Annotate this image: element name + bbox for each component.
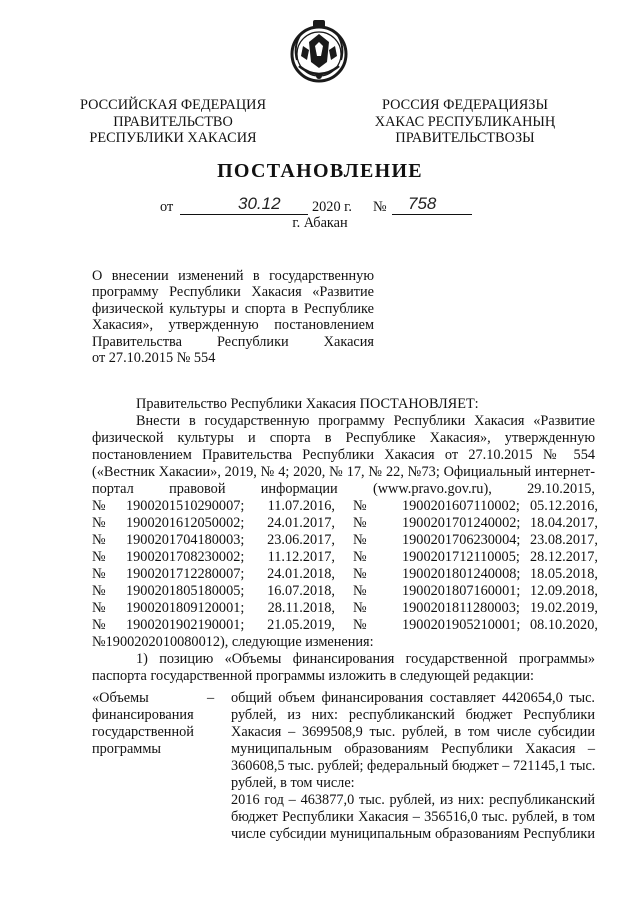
- date-year: 2020 г.: [312, 199, 352, 215]
- pub-cell: 1900201708230002;: [126, 549, 245, 565]
- body-line: портал правовой информации (www.pravo.gov.ru), 29.10.2015,: [92, 481, 595, 497]
- subject-line: Хакасия», утвержденную постановлением: [92, 317, 374, 334]
- pub-cell: №: [92, 549, 106, 565]
- subject-line: программу Республики Хакасия «Развитие: [92, 284, 374, 301]
- pub-cell: 08.10.2020,: [530, 617, 598, 633]
- number-handwritten: 758: [408, 194, 437, 213]
- pub-cell: 18.05.2018,: [530, 566, 598, 582]
- pub-cell: 11.07.2016,: [267, 498, 335, 514]
- pub-cell: 1900201811280003;: [402, 600, 520, 616]
- body-line: постановлением Правительства Республики Хакасия от 27.10.2015 № 554: [92, 447, 595, 463]
- header-left-line: ПРАВИТЕЛЬСТВО: [113, 113, 233, 130]
- pub-cell: 1900201905210001;: [402, 617, 521, 633]
- body-line: («Вестник Хакасии», 2019, № 4; 2020, № 17, № 22, №73; Официальный интернет-: [92, 464, 595, 480]
- publication-row: [92, 566, 598, 583]
- pub-cell: №: [92, 532, 106, 548]
- pub-cell: 1900201902190001;: [126, 617, 245, 633]
- publication-list: [92, 498, 598, 634]
- subject-line: от 27.10.2015 № 554: [92, 350, 216, 367]
- financing-value-line: 2016 год – 463877,0 тыс. рублей, из них: республиканский: [231, 792, 595, 808]
- pub-cell: №: [92, 617, 106, 633]
- pub-cell: 1900201801240008;: [402, 566, 521, 582]
- pub-cell: 1900201712110005;: [402, 549, 520, 565]
- after-publications-line: №1900202010080012), следующие изменения:: [92, 634, 374, 650]
- pub-cell: №: [92, 600, 106, 616]
- coat-of-arms-icon: [285, 16, 353, 88]
- pub-cell: 23.06.2017,: [267, 532, 335, 548]
- header-left-line: РОССИЙСКАЯ ФЕДЕРАЦИЯ: [80, 97, 266, 113]
- header-right: [360, 97, 570, 147]
- pub-cell: 11.12.2017,: [267, 549, 335, 565]
- publication-row: [92, 583, 598, 600]
- item1-line: паспорта государственной программы изложить в следующей редакции:: [92, 668, 535, 684]
- pub-cell: 1900201704180003;: [126, 532, 245, 548]
- pub-cell: 1900201807160001;: [402, 583, 521, 599]
- pub-cell: 1900201809120001;: [126, 600, 245, 616]
- number-label: №: [373, 199, 387, 215]
- financing-label-line: «Объемы: [92, 690, 149, 706]
- pub-cell: 1900201510290007;: [126, 498, 245, 514]
- pub-cell: №: [353, 515, 367, 531]
- pub-cell: 18.04.2017,: [530, 515, 598, 531]
- pub-cell: №: [353, 617, 367, 633]
- header-left-line: РЕСПУБЛИКИ ХАКАСИЯ: [89, 130, 257, 146]
- financing-value-line: 360608,5 тыс. рублей; федеральный бюджет – 721145,1 тыс.: [231, 758, 596, 774]
- pub-cell: №: [353, 549, 367, 565]
- financing-label-line: государственной: [92, 724, 194, 740]
- subject-line: О внесении изменений в государственную: [92, 268, 374, 284]
- financing-value-line: рублей, в том числе:: [231, 775, 355, 791]
- pub-cell: 21.05.2019,: [267, 617, 335, 633]
- pub-cell: 12.09.2018,: [530, 583, 598, 599]
- publication-row: [92, 498, 598, 515]
- pub-cell: 1900201805180005;: [126, 583, 245, 599]
- header-left: [68, 97, 278, 147]
- document-title: ПОСТАНОВЛЕНИЕ: [217, 160, 423, 182]
- financing-label-line: программы: [92, 741, 162, 757]
- pub-cell: 23.08.2017,: [530, 532, 598, 548]
- pub-cell: №: [353, 583, 367, 599]
- pub-cell: №: [92, 515, 106, 531]
- pub-cell: №: [353, 600, 367, 616]
- publication-row: [92, 515, 598, 532]
- body-line: физической культуры и спорта в Республике Хакасия», утвержденную: [92, 430, 595, 446]
- pub-cell: №: [353, 498, 367, 514]
- pub-cell: 1900201712280007;: [126, 566, 245, 582]
- item1-line: 1) позицию «Объемы финансирования государственной программы»: [136, 651, 595, 667]
- pub-cell: 24.01.2018,: [267, 566, 335, 582]
- subject-line: Правительства Республики Хакасия: [92, 333, 374, 350]
- pub-cell: №: [353, 566, 367, 582]
- publication-row: [92, 549, 598, 566]
- document-body: [92, 396, 598, 685]
- city: г. Абакан: [292, 215, 348, 231]
- date-handwritten: 30.12: [238, 194, 281, 213]
- publication-row: [92, 617, 598, 634]
- financing-label-line: финансирования: [92, 707, 194, 723]
- pub-cell: 05.12.2016,: [530, 498, 598, 514]
- financing-value-line: числе субсидии муниципальным образованиям Республики: [231, 826, 595, 842]
- header-right-line: ХАКАС РЕСПУБЛИКАНЫҢ: [374, 113, 556, 130]
- financing-dash: –: [207, 690, 215, 706]
- pub-cell: №: [92, 583, 106, 599]
- pub-cell: №: [92, 566, 106, 582]
- date-from-label: от: [160, 199, 174, 215]
- financing-value-line: рублей, из них: республиканский бюджет Республики: [231, 707, 595, 723]
- pub-cell: 1900201706230004;: [402, 532, 521, 548]
- financing-value-line: общий объем финансирования составляет 4420654,0 тыс.: [231, 690, 595, 706]
- body-line: Внести в государственную программу Республики Хакасия «Развитие: [136, 413, 595, 429]
- pub-cell: 16.07.2018,: [267, 583, 335, 599]
- header-right-line: РОССИЯ ФЕДЕРАЦИЯЗЫ: [382, 97, 548, 113]
- pub-cell: 1900201612050002;: [126, 515, 245, 531]
- financing-label: [92, 690, 202, 758]
- intro-paragraph: Правительство Республики Хакасия ПОСТАНОВЛЯЕТ:: [136, 396, 479, 412]
- financing-value-line: муниципальным образованиям Республики Хакасия –: [231, 741, 595, 757]
- pub-cell: 28.11.2018,: [267, 600, 335, 616]
- financing-value-line: бюджет Республики Хакасия – 356516,0 тыс. рублей, в том: [231, 809, 595, 825]
- header-right-line: ПРАВИТЕЛЬСТВОЗЫ: [395, 130, 535, 146]
- pub-cell: 28.12.2017,: [530, 549, 598, 565]
- pub-cell: 1900201701240002;: [402, 515, 521, 531]
- subject-line: физической культуры и спорта в Республике: [92, 300, 374, 317]
- publication-row: [92, 600, 598, 617]
- pub-cell: №: [353, 532, 367, 548]
- pub-cell: 24.01.2017,: [267, 515, 335, 531]
- financing-value-line: Хакасия – 3699508,9 тыс. рублей, в том числе субсидии: [231, 724, 595, 740]
- pub-cell: 19.02.2019,: [530, 600, 598, 616]
- publication-row: [92, 532, 598, 549]
- pub-cell: №: [92, 498, 106, 514]
- subject-block: [92, 268, 374, 366]
- coat-of-arms-emblem: [285, 16, 353, 88]
- financing-value: [231, 690, 595, 843]
- pub-cell: 1900201607110002;: [402, 498, 520, 514]
